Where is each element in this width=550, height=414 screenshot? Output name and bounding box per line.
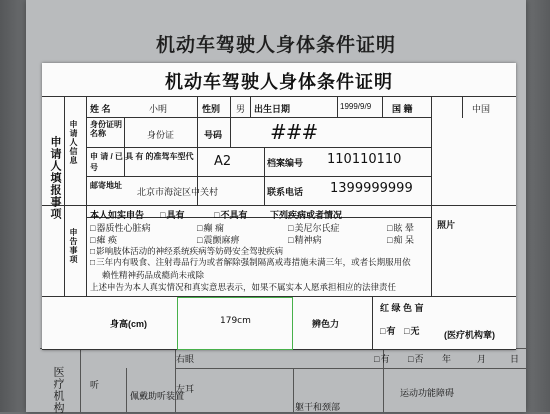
dob-value[interactable]: 1999/9/9	[340, 102, 372, 111]
height-label: 身高(cm)	[110, 319, 148, 329]
under-no-checkbox[interactable]: □ 否	[408, 352, 423, 365]
underlying-form-table	[40, 348, 526, 412]
declaration-label: 申告事项	[69, 228, 78, 264]
id-number-label: 号码	[204, 130, 223, 140]
form-title: 机动车驾驶人身体条件证明	[165, 72, 393, 93]
gender-label: 性别	[202, 104, 221, 114]
left-ear-label: 左耳	[176, 384, 195, 394]
disease-checkbox[interactable]: □ 震颤麻痹	[197, 233, 239, 246]
id-document-label: 身份证明名称	[90, 120, 122, 138]
neuro-disease-checkbox[interactable]: □ 影响肢体活动的神经系统疾病等妨碍安全驾驶疾病	[90, 245, 283, 257]
name-value[interactable]: 小明	[149, 104, 168, 114]
has-not-checkbox[interactable]: □ 不具有	[214, 208, 247, 221]
right-eye-label: 右眼	[176, 354, 195, 364]
disease-checkbox[interactable]: □ 器质性心脏病	[90, 221, 150, 234]
id-document-value[interactable]: 身份证	[147, 130, 175, 140]
medical-institution-label: 医疗机构	[52, 366, 64, 414]
motor-function-label: 运动功能障碍	[400, 388, 455, 398]
nationality-label: 国 籍	[392, 104, 413, 114]
disease-checkbox[interactable]: □ 精神病	[288, 233, 321, 246]
form-paper	[42, 63, 516, 350]
medical-stamp-label: (医疗机构章)	[444, 330, 495, 340]
photo-label: 照片	[437, 220, 456, 230]
phone-label: 联系电话	[267, 187, 304, 197]
color-blind-yes-checkbox[interactable]: □ 有	[380, 324, 395, 337]
id-number-value[interactable]: ###	[270, 120, 318, 144]
hearing-label: 听	[90, 380, 100, 390]
under-month: 月	[477, 354, 487, 364]
postal-address-value[interactable]: 北京市海淀区中关村	[137, 187, 219, 197]
under-yes-checkbox[interactable]: □ 有	[374, 352, 389, 365]
truthfulness-statement: 上述申告为本人真实情况和真实意思表示，如果不属实本人愿承担相应的法律责任	[90, 282, 397, 292]
hearing-aid-label: 佩戴助听装置	[130, 391, 185, 401]
under-year: 年	[442, 354, 452, 364]
color-blind-no-checkbox[interactable]: □ 无	[404, 324, 419, 337]
underlying-form-title: 机动车驾驶人身体条件证明	[155, 34, 396, 56]
license-class-label: 申 请 / 已 具 有 的准驾车型代号	[90, 152, 194, 172]
postal-address-label: 邮寄地址	[90, 181, 122, 190]
gender-value[interactable]: 男	[236, 104, 246, 114]
file-number-value[interactable]: 110110110	[327, 152, 402, 167]
form-table	[42, 96, 516, 350]
phone-value[interactable]: 1399999999	[330, 181, 413, 196]
license-class-value[interactable]: A2	[214, 154, 232, 169]
following-conditions-label: 下列疾病或者情况	[270, 210, 343, 220]
disease-checkbox[interactable]: □ 痴 呆	[387, 233, 414, 246]
under-day: 日	[510, 354, 520, 364]
disease-checkbox[interactable]: □ 眩 晕	[387, 221, 414, 234]
height-value[interactable]: 179cm	[220, 316, 251, 326]
drug-use-continued: 赖性精神药品成瘾尚未戒除	[102, 270, 205, 280]
nationality-value[interactable]: 中国	[472, 104, 491, 114]
color-blind-label: 红 绿 色 盲	[380, 303, 424, 313]
name-label: 姓 名	[90, 104, 111, 114]
applicant-info-label: 申请人信息	[69, 120, 78, 165]
applicant-section-label: 申请人填报事项	[49, 136, 61, 220]
torso-neck-label: 躯干和颈部	[295, 402, 341, 412]
file-number-label: 档案编号	[267, 158, 304, 168]
declaration-heading: 本人如实申告	[90, 210, 145, 220]
disease-checkbox[interactable]: □ 瘫 痪	[90, 233, 117, 246]
disease-checkbox[interactable]: □ 癫 痫	[197, 221, 224, 234]
has-checkbox[interactable]: □ 具有	[160, 208, 184, 221]
dob-label: 出生日期	[254, 104, 291, 114]
disease-checkbox[interactable]: □ 美尼尔氏症	[288, 221, 339, 234]
drug-use-checkbox[interactable]: □ 三年内有吸食、注射毒品行为或者解除强制隔离戒毒措施未满三年，或者长期服用依	[90, 256, 411, 268]
color-vision-label: 辨色力	[312, 319, 340, 329]
